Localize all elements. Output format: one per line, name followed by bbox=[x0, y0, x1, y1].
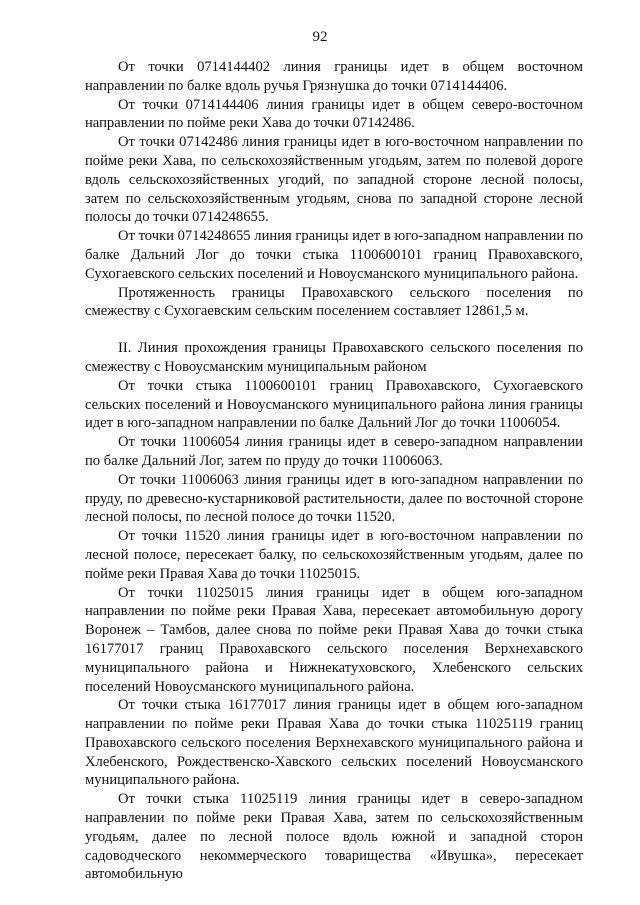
paragraph: От точки 11006054 линия границы идет в северо-западном направлении по балке Дальний Лог, затем по пруду до точки 11006063. bbox=[85, 434, 583, 469]
section-spacer bbox=[85, 321, 583, 339]
paragraph: От точки 11520 линия границы идет в юго-восточном направлении по лесной полосе, пересекает балку, по сельскохозяйственным угодьям, далее по пойме реки Правая Хава до точки 11025015. bbox=[85, 528, 583, 582]
paragraph: От точки стыка 16177017 линия границы идет в общем юго-западном направлении по пойме реки Правая Хава до точки стыка 11025119 границ Правохавского сельского поселения Верхнехавского муниципального района и Хлебенского, Рождественско-Хавского сельских поселений Новоусманского муниципального района. bbox=[85, 697, 583, 789]
section-heading: II. Линия прохождения границы Правохавского сельского поселения по смежеству с Новоусманским муниципальным районом bbox=[85, 340, 583, 375]
paragraph: От точки 11006063 линия границы идет в юго-западном направлении по пруду, по древесно-кустарниковой растительности, далее по восточной стороне лесной полосы, по лесной полосе до точки 11520. bbox=[85, 471, 583, 526]
page-number: 92 bbox=[312, 29, 328, 45]
paragraph: От точки стыка 11025119 линия границы идет в северо-западном направлении по пойме реки Правая Хава, затем по сельскохозяйственным угодьям, далее по лесной полосе вдоль южной и западной сторон садоводческого некоммерческого товарищества «Ивушка», пересекает автомобильную bbox=[85, 791, 583, 883]
paragraph: От точки 0714144402 линия границы идет в общем восточном направлении по балке вдоль ручья Грязнушка до точки 0714144406. bbox=[85, 59, 583, 94]
document-body bbox=[85, 58, 583, 884]
paragraph: Протяженность границы Правохавского сельского поселения по смежеству с Сухогаевским сельским поселением составляет 12861,5 м. bbox=[85, 284, 583, 320]
paragraph: От точки 07142486 линия границы идет в юго-восточном направлении по пойме реки Хава, по сельскохозяйственным угодьям, затем по полевой дороге вдоль сельскохозяйственных угодий, по западной стороне лесной полосы, затем по сельскохозяйственным угодьям, снова по западной стороне лесной полосы до точки 0714248655. bbox=[85, 134, 583, 226]
paragraph: От точки стыка 1100600101 границ Правохавского, Сухогаевского сельских поселений и Новоусманского муниципального района линия границы идет в юго-западном направлении по балке Дальний Лог до точки 11006054. bbox=[85, 377, 583, 432]
paragraph: От точки 0714248655 линия границы идет в юго-западном направлении по балке Дальний Лог до точки стыка 1100600101 границ Правохавского, Сухогаевского сельских поселений и Новоусманского муниципального района. bbox=[85, 228, 583, 282]
paragraph: От точки 0714144406 линия границы идет в общем северо-восточном направлении по пойме реки Хава до точки 07142486. bbox=[85, 96, 583, 132]
paragraph: От точки 11025015 линия границы идет в общем юго-западном направлении по пойме реки Правая Хава, пересекает автомобильную дорогу Воронеж – Тамбов, далее снова по пойме реки Правая Хава до точки стыка 16177017 границ Правохавского сельского поселения Верхнехавского муниципального района и Нижнекатуховского, Хлебенского сельских поселений Новоусманского муниципального района. bbox=[85, 584, 583, 695]
